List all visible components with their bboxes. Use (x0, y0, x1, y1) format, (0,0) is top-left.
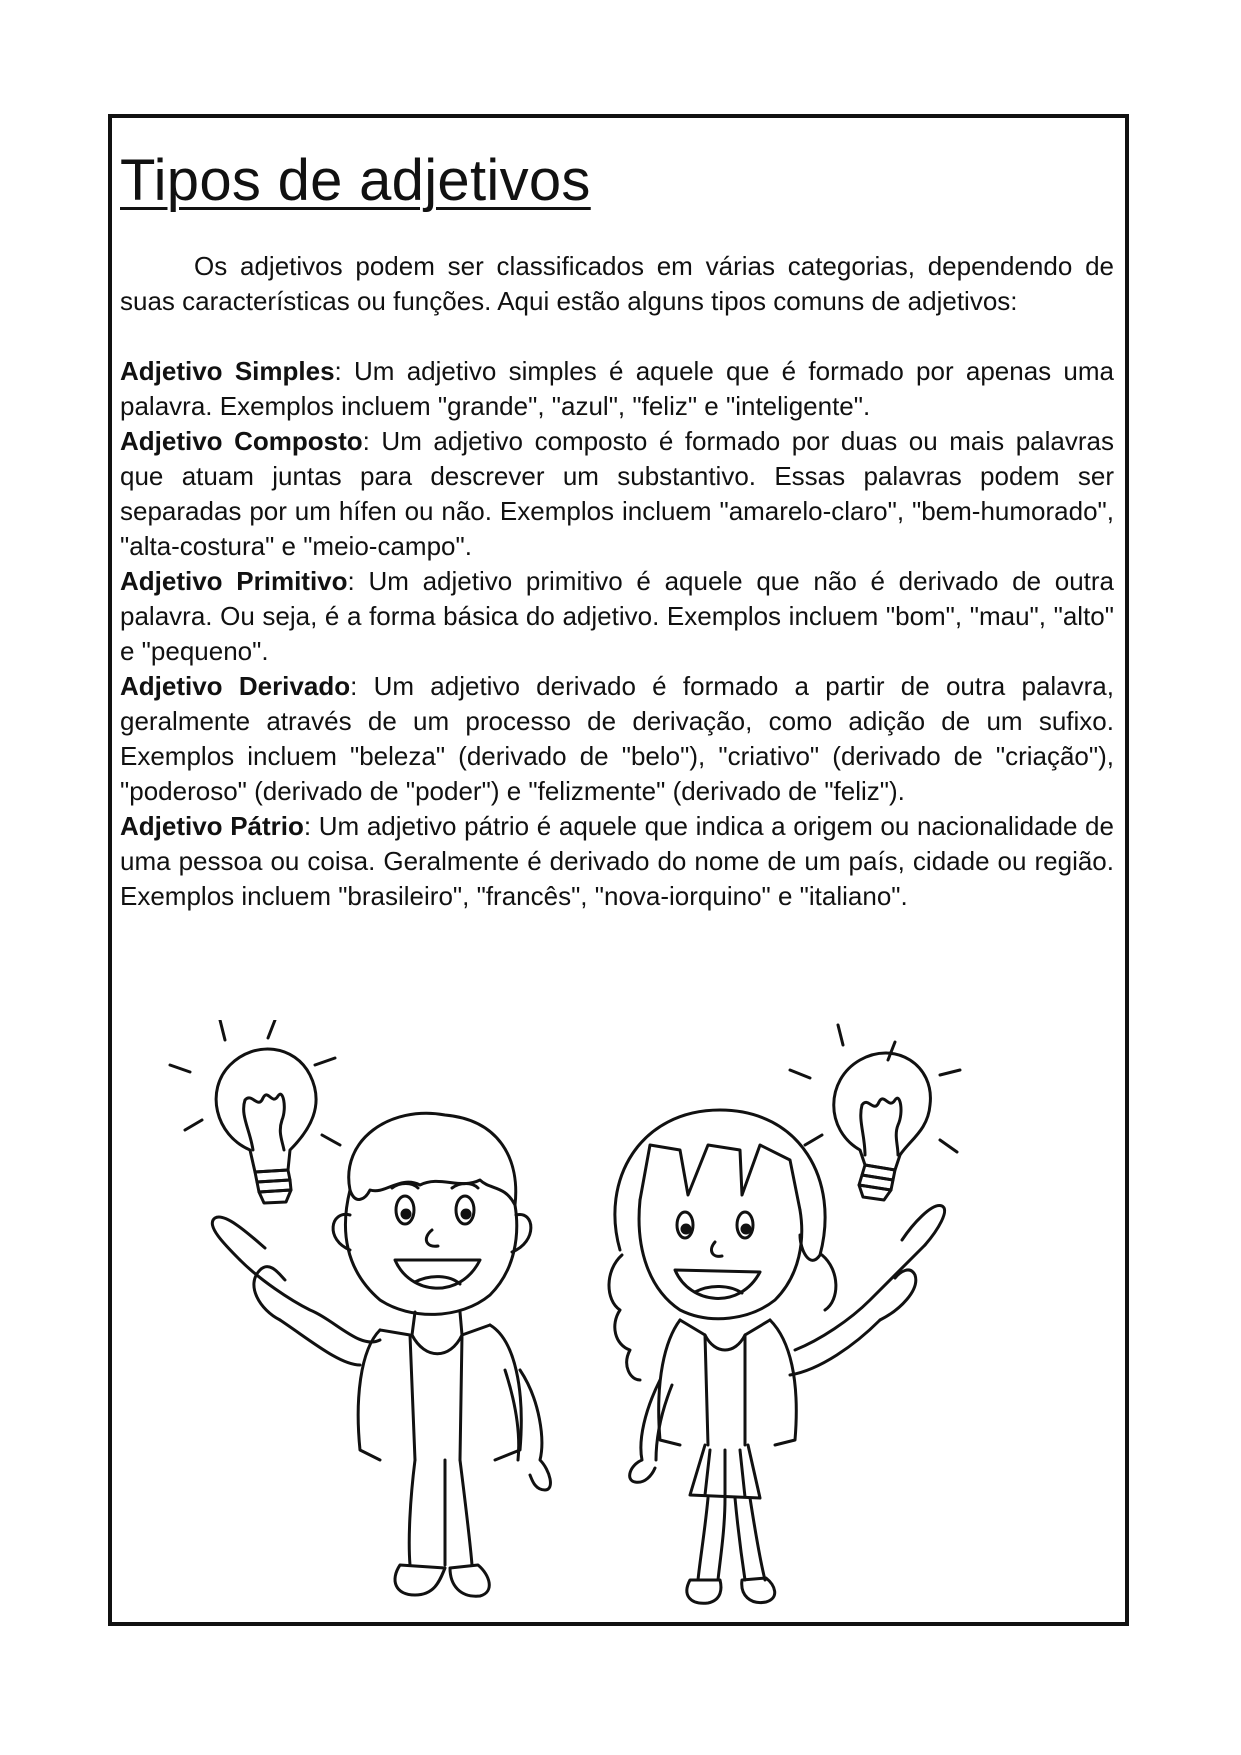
type-item-composto (120, 424, 1114, 564)
children-illustration (160, 1020, 1100, 1620)
lightbulb-icon-right (790, 1025, 960, 1200)
intro-paragraph: Os adjetivos podem ser classificados em várias categorias, dependendo de suas características ou funções. Aqui estão alguns tipos comuns de adjetivos: (120, 251, 1114, 316)
paragraph-spacer (120, 319, 1114, 354)
type-description: : Um adjetivo derivado é formado a partir de outra palavra, geralmente através de um processo de derivação, como adição de um sufixo. Exemplos incluem "beleza" (derivado de "belo"), "criativo" (derivado de "criação"), "poderoso" (derivado de "poder") e "felizmente" (derivado de "feliz"). (120, 671, 1114, 806)
boy-figure (212, 1113, 550, 1596)
type-description: : Um adjetivo primitivo é aquele que não é derivado de outra palavra. Ou seja, é a forma básica do adjetivo. Exemplos incluem "bom", "mau", "alto" e "pequeno". (120, 566, 1114, 666)
type-item-simples (120, 354, 1114, 424)
girl-figure (609, 1110, 945, 1603)
type-name: Adjetivo Simples (120, 356, 335, 386)
document-body (120, 249, 1114, 914)
type-name: Adjetivo Derivado (120, 671, 351, 701)
type-description: : Um adjetivo pátrio é aquele que indica a origem ou nacionalidade de uma pessoa ou coisa. Geralmente é derivado do nome de um país, cidade ou região. Exemplos incluem "brasileiro", "francês", "nova-iorquino" e "italiano". (120, 811, 1114, 911)
type-item-derivado (120, 669, 1114, 809)
type-name: Adjetivo Pátrio (120, 811, 304, 841)
type-description: : Um adjetivo simples é aquele que é formado por apenas uma palavra. Exemplos incluem "grande", "azul", "feliz" e "inteligente". (120, 356, 1115, 421)
type-item-patrio (120, 809, 1114, 914)
page-title: Tipos de adjetivos (120, 148, 591, 213)
lightbulb-icon-left (170, 1020, 340, 1203)
type-item-primitivo (120, 564, 1114, 669)
type-name: Adjetivo Primitivo (120, 566, 348, 596)
type-name: Adjetivo Composto (120, 426, 363, 456)
type-description: : Um adjetivo composto é formado por duas ou mais palavras que atuam juntas para descrever um substantivo. Essas palavras podem ser separadas por um hífen ou não. Exemplos incluem "amarelo-claro", "bem-humorado", "alta-costura" e "meio-campo". (120, 426, 1114, 561)
